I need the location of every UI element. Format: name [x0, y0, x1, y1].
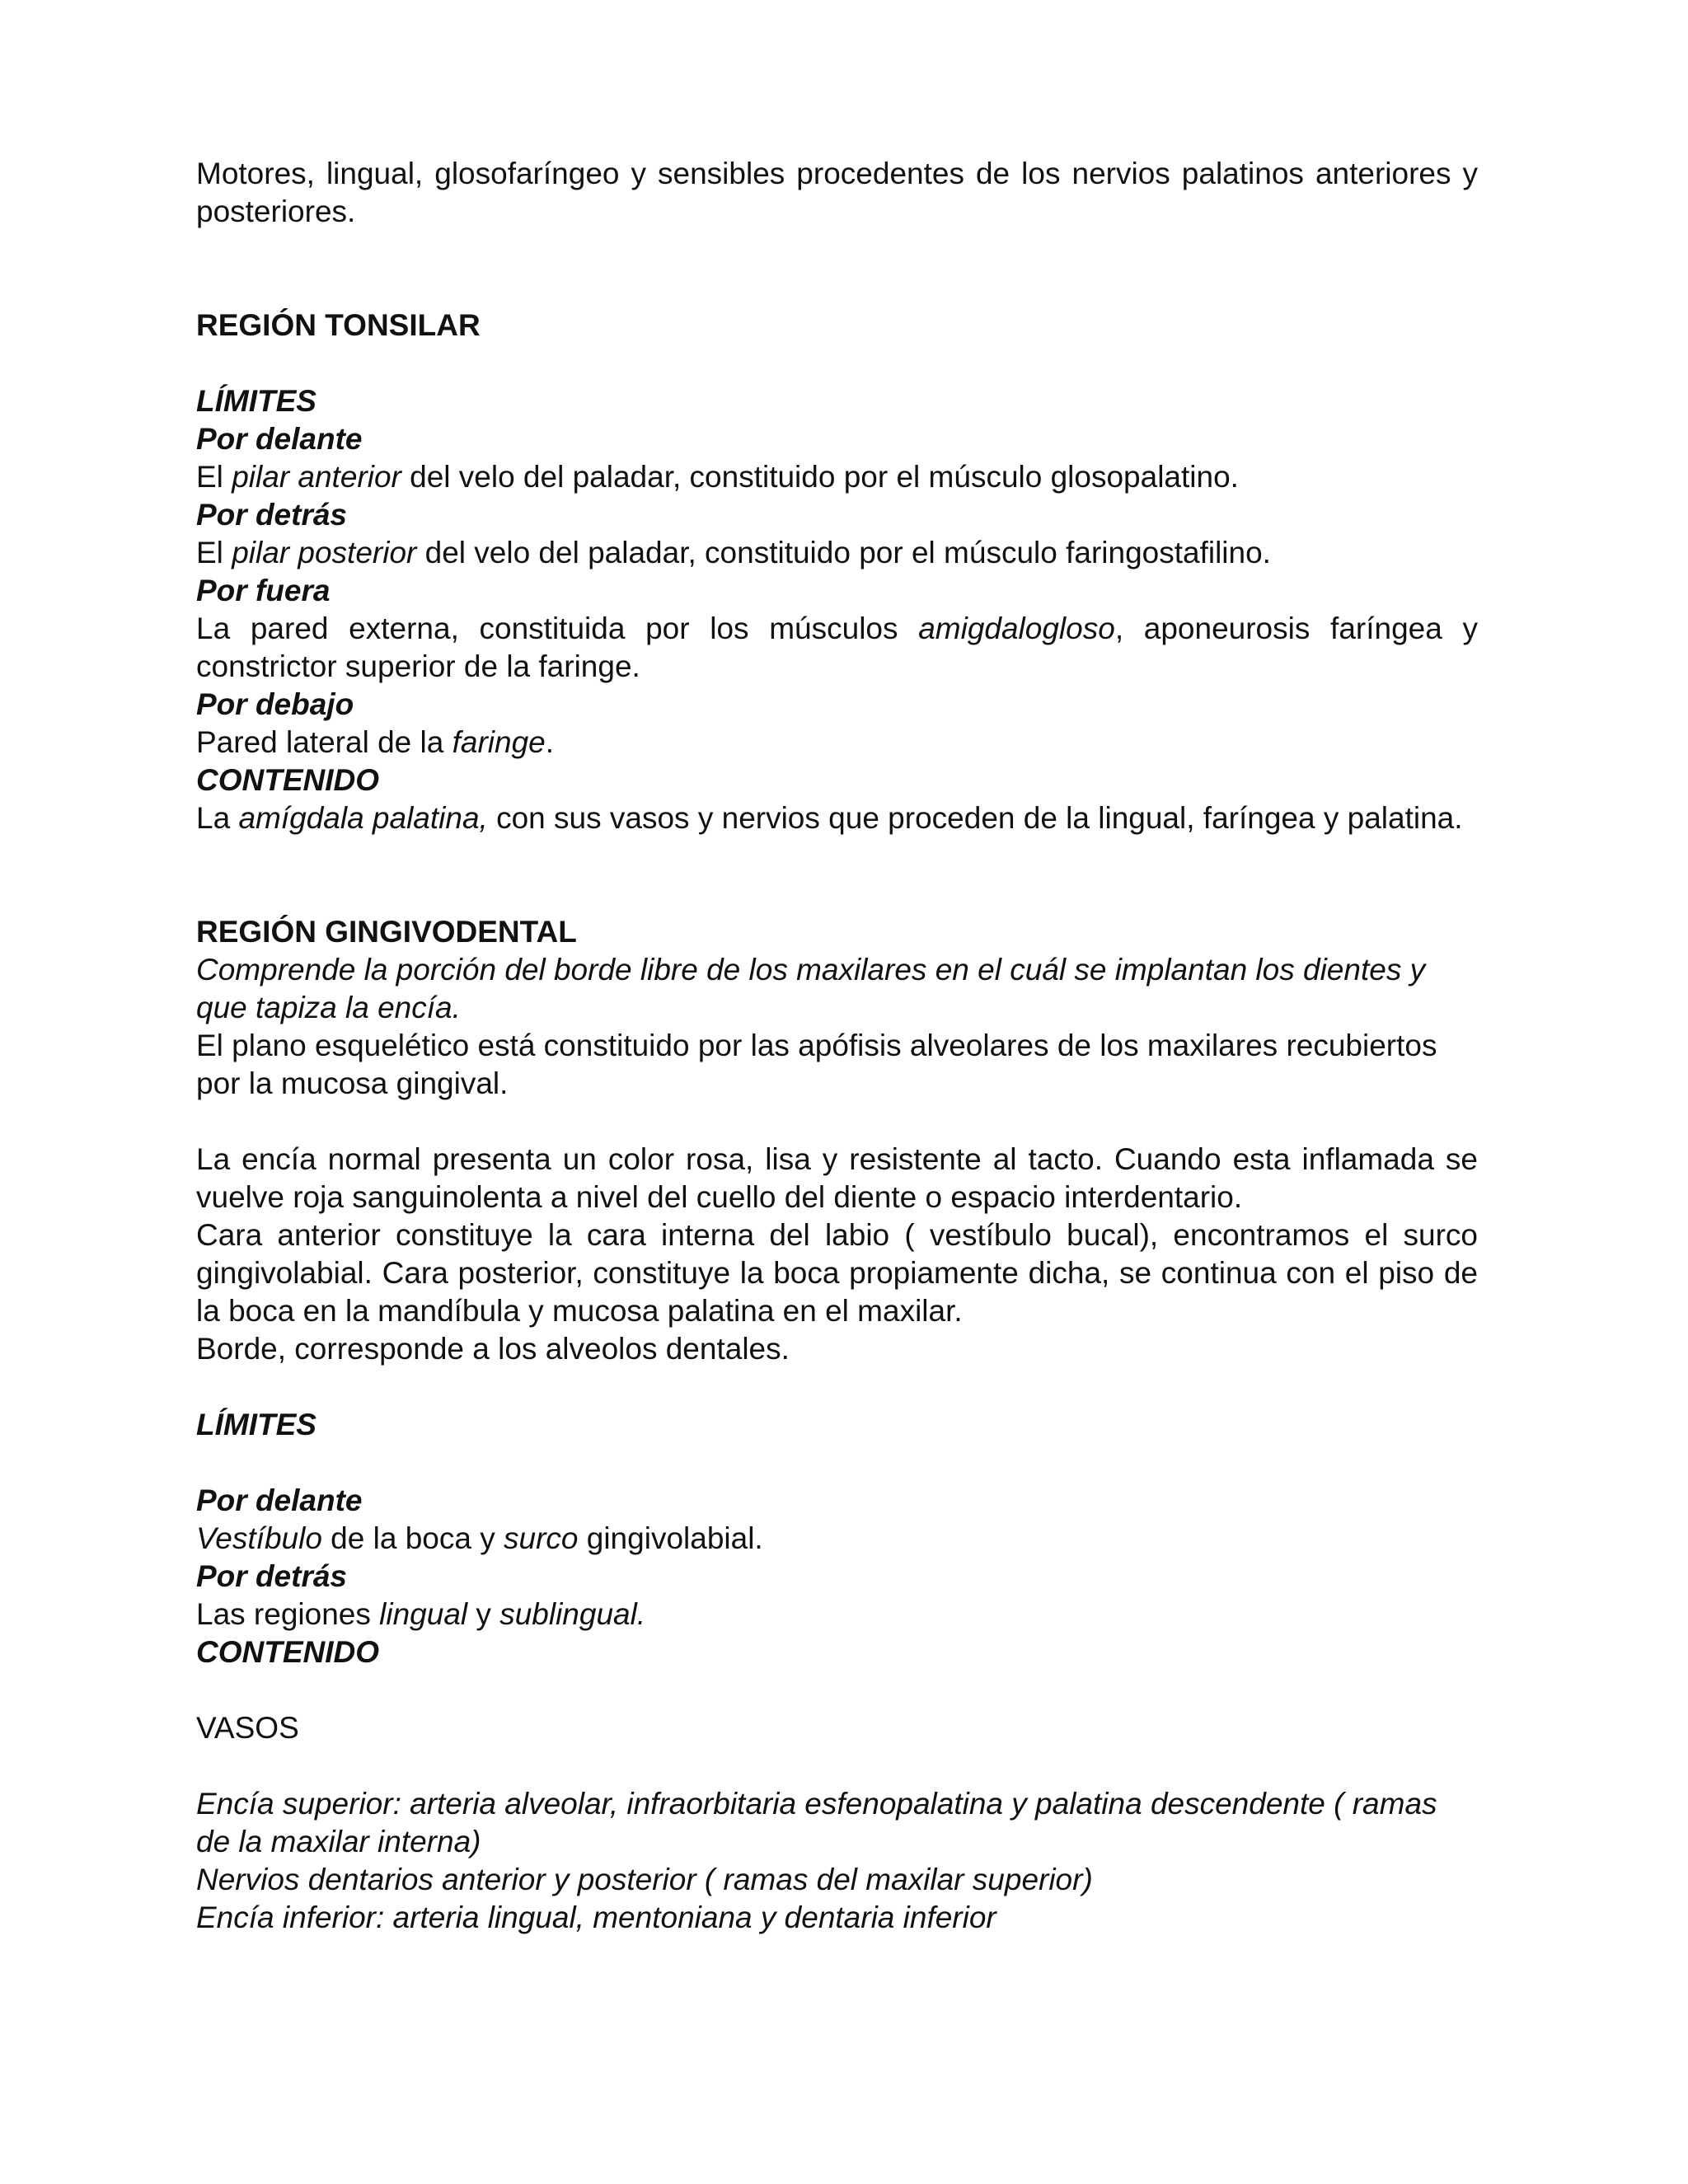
- vasos-heading: VASOS: [196, 1711, 299, 1745]
- plano-paragraph: El plano esquelético está constituido por las apófisis alveolares de los maxilares recubiertos por la mucosa gingival.: [196, 1029, 1437, 1100]
- spacer: [196, 231, 1478, 307]
- por-detras-label: Por detrás: [196, 498, 348, 532]
- intro-paragraph: Motores, lingual, glosofaríngeo y sensibles procedentes de los nervios palatinos anteriores y posteriores.: [196, 157, 1478, 228]
- gingivodental-intro: Comprende la porción del borde libre de los maxilares en el cuál se implantan los dientes y que tapiza la encía.: [196, 953, 1426, 1024]
- encia-superior-line: Encía superior: arteria alveolar, infraorbitaria esfenopalatina y palatina descendente ( ramas de la maxilar interna): [196, 1787, 1437, 1858]
- por-debajo-label: Por debajo: [196, 687, 354, 721]
- encia-paragraph: La encía normal presenta un color rosa, lisa y resistente al tacto. Cuando esta inflamada se vuelve roja sanguinolenta a nivel del cuello del diente o espacio interdentario.: [196, 1142, 1478, 1214]
- spacer: [196, 1444, 1478, 1482]
- contenido-text: La amígdala palatina, con sus vasos y nervios que proceden de la lingual, faríngea y palatina.: [196, 801, 1463, 835]
- por-detras-text-2: Las regiones lingual y sublingual.: [196, 1597, 646, 1631]
- cara-paragraph: Cara anterior constituye la cara interna del labio ( vestíbulo bucal), encontramos el surco gingivolabial. Cara posterior, constituye la boca propiamente dicha, se continua con el piso de la boca en la mandíbula y mucosa palatina en el maxilar.: [196, 1218, 1478, 1328]
- spacer: [196, 1103, 1478, 1141]
- section-title-tonsilar: REGIÓN TONSILAR: [196, 308, 481, 342]
- nervios-line: Nervios dentarios anterior y posterior ( ramas del maxilar superior): [196, 1863, 1093, 1896]
- spacer: [196, 837, 1478, 913]
- spacer: [196, 1671, 1478, 1709]
- limites-heading-2: LÍMITES: [196, 1408, 316, 1441]
- section-title-gingivodental: REGIÓN GINGIVODENTAL: [196, 915, 577, 949]
- encia-inferior-line: Encía inferior: arteria lingual, mentoniana y dentaria inferior: [196, 1900, 996, 1934]
- por-delante-label-2: Por delante: [196, 1483, 363, 1517]
- borde-paragraph: Borde, corresponde a los alveolos dentales.: [196, 1332, 790, 1366]
- por-debajo-text: Pared lateral de la faringe.: [196, 725, 555, 759]
- por-detras-text: El pilar posterior del velo del paladar, constituido por el músculo faringostafilino.: [196, 536, 1271, 569]
- por-detras-label-2: Por detrás: [196, 1559, 348, 1593]
- contenido-heading: CONTENIDO: [196, 763, 379, 797]
- por-fuera-text: La pared externa, constituida por los músculos amigdalogloso, aponeurosis faríngea y constrictor superior de la faringe.: [196, 612, 1478, 683]
- spacer: [196, 1368, 1478, 1406]
- por-delante-label: Por delante: [196, 422, 363, 456]
- por-delante-text: El pilar anterior del velo del paladar, constituido por el músculo glosopalatino.: [196, 460, 1239, 494]
- contenido-heading-2: CONTENIDO: [196, 1635, 379, 1669]
- limites-heading: LÍMITES: [196, 384, 316, 418]
- por-fuera-label: Por fuera: [196, 574, 331, 607]
- spacer: [196, 344, 1478, 382]
- por-delante-text-2: Vestíbulo de la boca y surco gingivolabial.: [196, 1521, 763, 1555]
- spacer: [196, 1747, 1478, 1785]
